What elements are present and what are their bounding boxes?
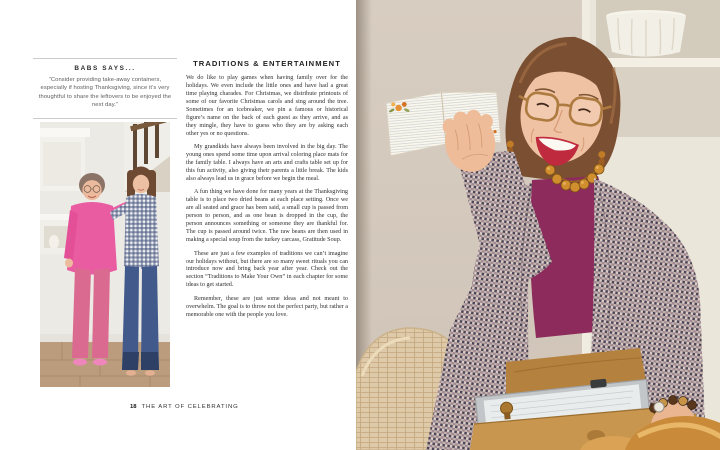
- family-photo: [40, 122, 170, 387]
- book-title: THE ART OF CELEBRATING: [141, 404, 239, 410]
- article: [186, 59, 348, 325]
- article-title: TRADITIONS & ENTERTAINMENT: [193, 59, 341, 68]
- article-paragraph: These are just a few examples of traditions we can’t imagine our holidays without, but there are so many sweet rituals you can introduce now and bring back year after year. Check out the section “Traditions to Make Your Own” in each chapter for some ideas to get started.: [186, 250, 348, 289]
- article-paragraph: A fun thing we have done for many years at the Thanksgiving table is to place two dried beans at each place setting. Once we are all seated and grace has been said, a small cup is passed from person to person, and as one bean is dropped in the cup, the person announces something or someone they are thankful for. The cup is passed around twice. The raw beans are then used in making a special soup from the turkey carcass, Gratitude Soup.: [186, 189, 348, 244]
- page-number: 18: [130, 404, 137, 410]
- sidebar-quote: [33, 58, 177, 119]
- quote-heading: BABS SAYS...: [74, 65, 136, 72]
- article-paragraph: My grandkids have always been involved in the big day. The young ones spend some time upon arrival coloring place mats for the family table. I always have an arts and crafts table set up for this fun activity, also giving their parents a little break. The kids also always lead us in grace before we begin the meal.: [186, 144, 348, 182]
- family-photo-illustration: [40, 122, 170, 387]
- article-paragraph: Remember, these are just some ideas and not meant to overwhelm. The goal is to throw not the perfect party, but rather a memorable one with the people you love.: [186, 295, 348, 318]
- quote-text: “Consider providing take-away containers, especially if hosting Thanksgiving, since it’s very thoughtful to share the leftovers to be enjoyed the next day.”: [38, 77, 172, 109]
- article-paragraph: We do like to play games when having family over for the holidays. We even include the little ones and have had a great time playing charades. For Christmas, we distribute printouts of some of our favorite Christmas carols and sing around the tree. Sometimes for an icebreaker, we pin a famous or historical figure’s name on the back of each guest as they arrive, and as they mingle, they have to guess who they are by asking each other yes or no questions.: [186, 75, 348, 137]
- portrait-photo-illustration: [356, 0, 720, 450]
- left-page: [0, 0, 356, 450]
- page-footer: [130, 404, 239, 410]
- right-page: [356, 0, 720, 450]
